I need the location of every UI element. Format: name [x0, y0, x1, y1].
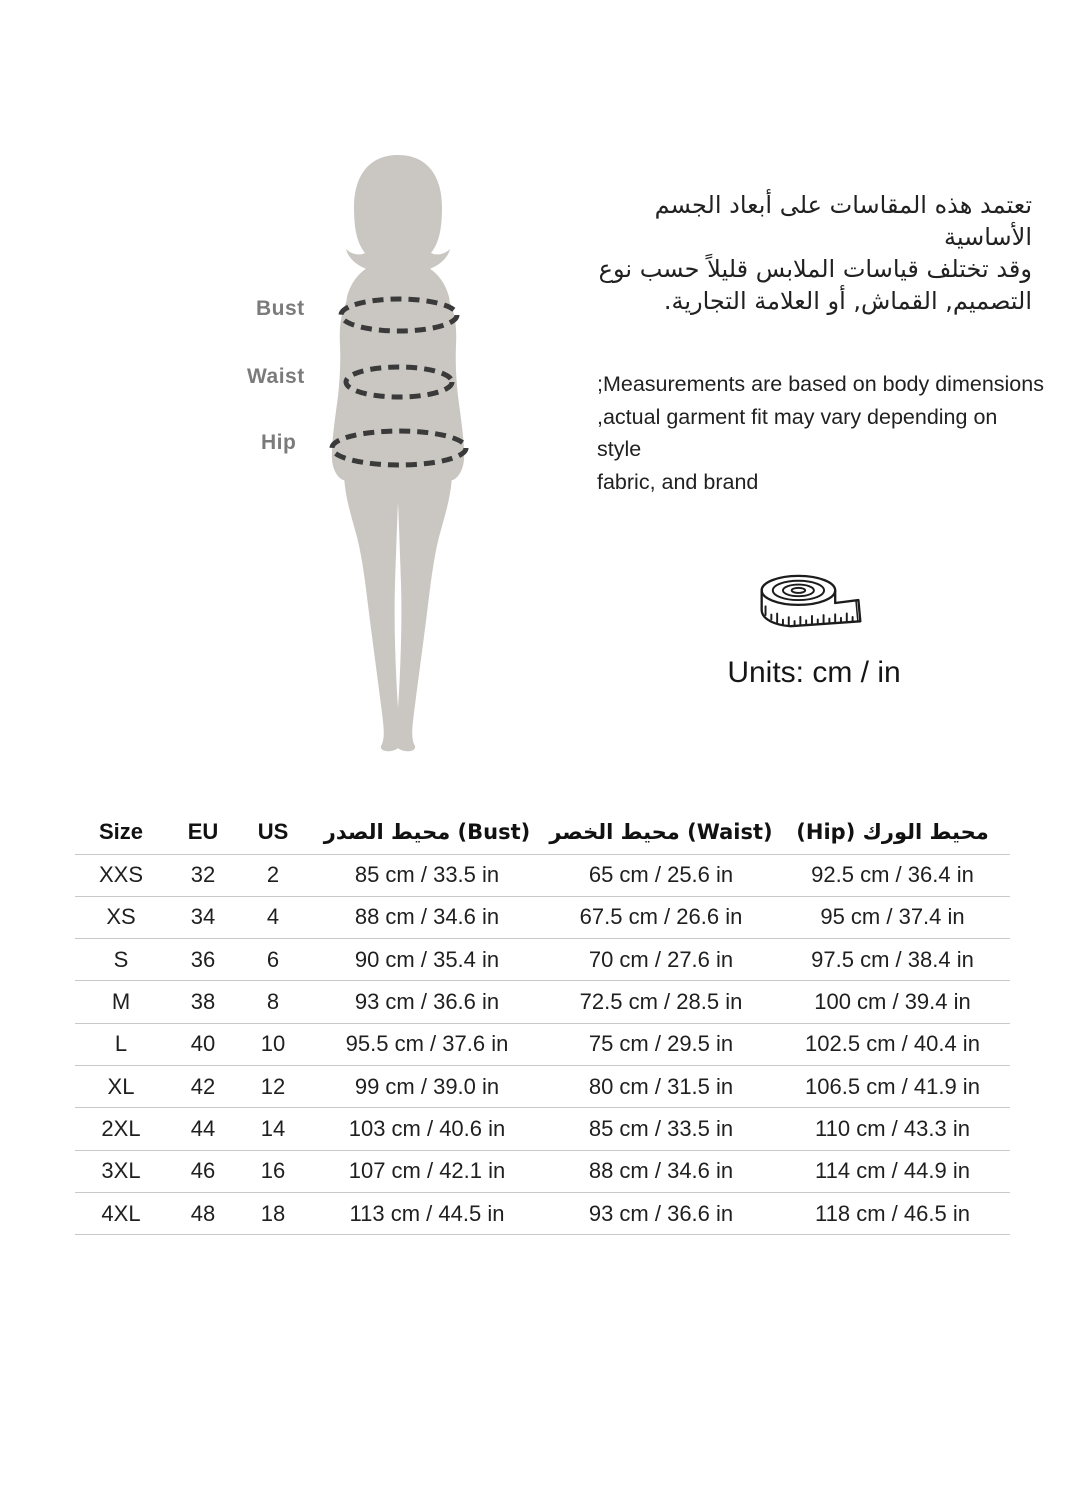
cell-waist: 70 cm / 27.6 in: [547, 939, 775, 981]
table-row: [75, 981, 1010, 1023]
cell-size: 4XL: [75, 1192, 167, 1234]
cell-hip: 100 cm / 39.4 in: [775, 981, 1010, 1023]
cell-us: 14: [239, 1108, 307, 1150]
arabic-note-line: تعتمد هذه المقاسات على أبعاد الجسم الأساسية: [654, 191, 1032, 251]
table-row: [75, 1192, 1010, 1234]
cell-waist: 93 cm / 36.6 in: [547, 1192, 775, 1234]
size-table-body: [75, 854, 1010, 1235]
cell-waist: 65 cm / 25.6 in: [547, 854, 775, 896]
cell-hip: 110 cm / 43.3 in: [775, 1108, 1010, 1150]
cell-hip: 106.5 cm / 41.9 in: [775, 1065, 1010, 1107]
cell-size: 3XL: [75, 1150, 167, 1192]
cell-waist: 75 cm / 29.5 in: [547, 1023, 775, 1065]
cell-eu: 46: [167, 1150, 239, 1192]
cell-hip: 97.5 cm / 38.4 in: [775, 939, 1010, 981]
cell-hip: 102.5 cm / 40.4 in: [775, 1023, 1010, 1065]
cell-us: 4: [239, 896, 307, 938]
cell-bust: 85 cm / 33.5 in: [307, 854, 547, 896]
cell-bust: 88 cm / 34.6 in: [307, 896, 547, 938]
cell-eu: 40: [167, 1023, 239, 1065]
cell-bust: 93 cm / 36.6 in: [307, 981, 547, 1023]
cell-eu: 48: [167, 1192, 239, 1234]
table-row: [75, 1108, 1010, 1150]
col-header-size: Size: [75, 810, 167, 854]
arabic-note: [562, 189, 1032, 317]
table-row: [75, 854, 1010, 896]
cell-us: 16: [239, 1150, 307, 1192]
female-body-silhouette: [243, 150, 553, 765]
cell-size: XL: [75, 1065, 167, 1107]
cell-eu: 42: [167, 1065, 239, 1107]
cell-bust: 113 cm / 44.5 in: [307, 1192, 547, 1234]
cell-bust: 107 cm / 42.1 in: [307, 1150, 547, 1192]
cell-bust: 99 cm / 39.0 in: [307, 1065, 547, 1107]
table-row: [75, 1023, 1010, 1065]
cell-size: S: [75, 939, 167, 981]
cell-us: 6: [239, 939, 307, 981]
bust-label: Bust: [256, 297, 305, 320]
cell-eu: 36: [167, 939, 239, 981]
table-header-row: [75, 810, 1010, 854]
cell-hip: 95 cm / 37.4 in: [775, 896, 1010, 938]
cell-size: XS: [75, 896, 167, 938]
cell-hip: 114 cm / 44.9 in: [775, 1150, 1010, 1192]
arabic-note-line: التصميم, القماش, أو العلامة التجارية.: [663, 287, 1032, 315]
cell-eu: 34: [167, 896, 239, 938]
cell-waist: 80 cm / 31.5 in: [547, 1065, 775, 1107]
cell-bust: 95.5 cm / 37.6 in: [307, 1023, 547, 1065]
hip-label: Hip: [261, 431, 297, 454]
cell-bust: 103 cm / 40.6 in: [307, 1108, 547, 1150]
table-row: [75, 1150, 1010, 1192]
size-table: [75, 810, 1010, 1235]
measuring-tape-icon: [752, 570, 870, 634]
cell-waist: 67.5 cm / 26.6 in: [547, 896, 775, 938]
waist-label: Waist: [247, 365, 305, 388]
cell-eu: 44: [167, 1108, 239, 1150]
cell-size: XXS: [75, 854, 167, 896]
cell-waist: 88 cm / 34.6 in: [547, 1150, 775, 1192]
cell-eu: 32: [167, 854, 239, 896]
english-note: [597, 368, 1047, 498]
units-label: Units: cm / in: [727, 656, 901, 689]
cell-waist: 72.5 cm / 28.5 in: [547, 981, 775, 1023]
cell-size: 2XL: [75, 1108, 167, 1150]
table-row: [75, 896, 1010, 938]
cell-hip: 118 cm / 46.5 in: [775, 1192, 1010, 1234]
arabic-note-line: وقد تختلف قياسات الملابس قليلاً حسب نوع: [598, 255, 1032, 283]
cell-size: L: [75, 1023, 167, 1065]
cell-eu: 38: [167, 981, 239, 1023]
col-header-eu: EU: [167, 810, 239, 854]
col-header-hip: محيط الورك (Hip): [775, 810, 1010, 854]
col-header-us: US: [239, 810, 307, 854]
cell-us: 18: [239, 1192, 307, 1234]
english-note-line: ;Measurements are based on body dimensions: [597, 372, 1044, 396]
cell-bust: 90 cm / 35.4 in: [307, 939, 547, 981]
col-header-bust: محيط الصدر (Bust): [307, 810, 547, 854]
english-note-line: ,actual garment fit may vary depending on style: [597, 404, 998, 461]
cell-us: 8: [239, 981, 307, 1023]
cell-size: M: [75, 981, 167, 1023]
cell-us: 12: [239, 1065, 307, 1107]
cell-waist: 85 cm / 33.5 in: [547, 1108, 775, 1150]
table-row: [75, 1065, 1010, 1107]
english-note-line: fabric, and brand: [597, 469, 759, 494]
cell-us: 10: [239, 1023, 307, 1065]
col-header-waist: محيط الخصر (Waist): [547, 810, 775, 854]
cell-hip: 92.5 cm / 36.4 in: [775, 854, 1010, 896]
table-row: [75, 939, 1010, 981]
cell-us: 2: [239, 854, 307, 896]
